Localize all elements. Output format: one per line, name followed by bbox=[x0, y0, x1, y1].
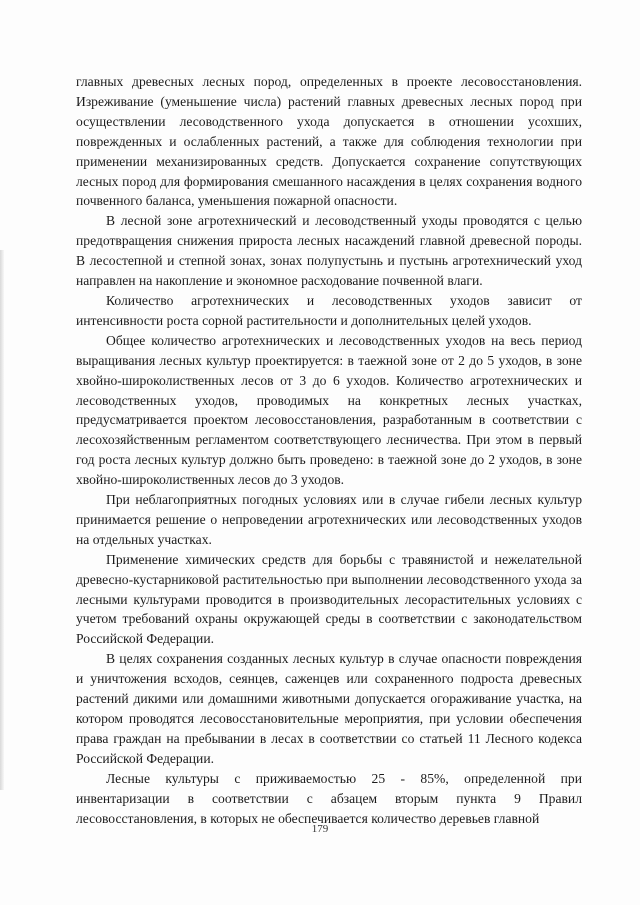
body-text bbox=[76, 72, 582, 828]
page-number: 179 bbox=[311, 823, 329, 835]
paragraph: Лесные культуры с приживаемостью 25 - 85%, определенной при инвентаризации в соответствии с абзацем вторым пункта 9 Правил лесовосстановления, в которых не обеспечивается количество деревьев главной bbox=[76, 770, 582, 826]
paragraph: Количество агротехнических и лесоводственных уходов зависит от интенсивности роста сорной растительности и дополнительных целей уходов. bbox=[76, 292, 582, 328]
paragraph: В целях сохранения созданных лесных культур в случае опасности повреждения и уничтожения всходов, сеянцев, саженцев или сохраненного подроста древесных растений дикими или домашними животными допускается огораживание участка, на котором проводятся лесовосстановительные мероприятия, при условии обеспечения права граждан на пребывании в лесах в соответствии со статьей 11 Лесного кодекса Российской Федерации. bbox=[76, 651, 582, 766]
paragraph: Применение химических средств для борьбы с травянистой и нежелательной древесно-кустарниковой растительностью при выполнении лесоводственного ухода за лесными культурами проводится в производительных лесорастительных условиях с учетом требований охраны окружающей среды в соответствии с законодательством Российской Федерации. bbox=[76, 551, 582, 647]
paragraph: В лесной зоне агротехнический и лесоводственный уходы проводятся с целью предотвращения снижения прироста лесных насаждений главной древесной породы. В лесостепной и степной зонах, зонах полупустынь и пустынь агротехнический уход направлен на накопление и экономное расходование почвенной влаги. bbox=[76, 213, 582, 289]
scan-edge-shadow bbox=[0, 250, 4, 790]
paragraph: главных древесных лесных пород, определенных в проекте лесовосстановления. Изреживание (уменьшение числа) растений главных древесных лесных пород при осуществлении лесоводственного ухода допускается в отношении усохших, поврежденных и ослабленных растений, а также для соблюдения технологии при применении механизированных средств. Допускается сохранение сопутствующих лесных пород для формирования смешанного насаждения в целях сохранения водного почвенного баланса, уменьшения пожарной опасности. bbox=[76, 74, 582, 209]
paragraph: Общее количество агротехнических и лесоводственных уходов на весь период выращивания лесных культур проектируется: в таежной зоне от 2 до 5 уходов, в зоне хвойно-широколиственных лесов от 3 до 6 уходов. Количество агротехнических и лесоводственных уходов, проводимых на конкретных лесных участках, предусматривается проектом лесовосстановления, разработанным в соответствии с лесохозяйственным регламентом соответствующего лесничества. При этом в первый год роста лесных культур должно быть проведено: в таежной зоне до 2 уходов, в зоне хвойно-широколиственных лесов до 3 уходов. bbox=[76, 332, 582, 488]
paragraph: При неблагоприятных погодных условиях или в случае гибели лесных культур принимается решение о непроведении агротехнических или лесоводственных уходов на отдельных участках. bbox=[76, 492, 582, 547]
